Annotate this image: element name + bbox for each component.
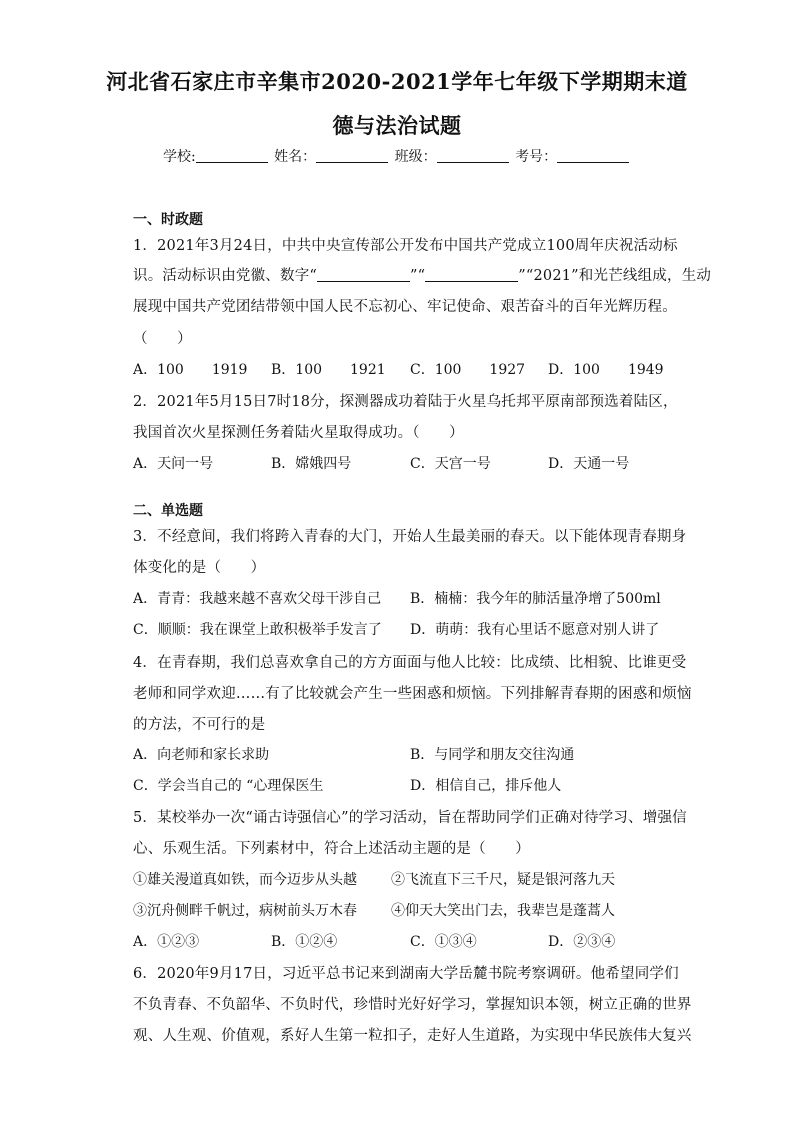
school-label: 学校: — [163, 149, 196, 165]
q4-line2: 老师和同学欢迎……有了比较就会产生一些困惑和烦恼。下列排解青春期的困惑和烦恼 — [133, 686, 692, 702]
q6-line3: 观、人生观、价值观，系好人生第一粒扣子，走好人生道路，为实现中华民族伟大复兴 — [133, 1028, 692, 1044]
q3-option-d[interactable]: D．萌萌：我有心里话不愿意对别人讲了 — [410, 622, 660, 638]
student-info-row — [163, 146, 631, 166]
q4-line3: 的方法，不可行的是 — [133, 717, 266, 733]
q1-text-a: 识。活动标识由党徽、数字“ — [133, 268, 318, 284]
q3-option-c[interactable]: C．顺顺：我在课堂上敢积极举手发言了 — [133, 622, 382, 638]
q4-line1: 4．在青春期，我们总喜欢拿自己的方方面面与他人比较：比成绩、比相貌、比谁更受 — [133, 655, 687, 671]
name-label: 姓名： — [274, 149, 317, 165]
q1-text-b: ”“ — [410, 268, 426, 284]
q5-option-d[interactable]: D．②③④ — [548, 934, 616, 950]
q6-line2: 不负青春、不负韶华、不负时代，珍惜时光好好学习，掌握知识本领，树立正确的世界 — [133, 997, 692, 1013]
exam-number-blank[interactable] — [557, 148, 629, 163]
q3-option-b[interactable]: B．楠楠：我今年的肺活量净增了500ml — [410, 591, 661, 607]
class-label: 班级： — [394, 149, 437, 165]
q4-option-b[interactable]: B．与同学和朋友交往沟通 — [410, 747, 575, 763]
q5-line2: 心、乐观生活。下列素材中，符合上述活动主题的是（ ） — [133, 841, 530, 857]
q2-option-a[interactable]: A．天问一号 — [133, 456, 214, 472]
q5-item-1: ①雄关漫道真如铁，而今迈步从头越 — [133, 872, 357, 888]
q1-option-b[interactable]: B．100 1921 — [271, 362, 386, 378]
q2-line1: 2．2021年5月15日7时18分，探测器成功着陆于火星乌托邦平原南部预选着陆区， — [133, 394, 678, 410]
q6-line1: 6．2020年9月17日，习近平总书记来到湖南大学岳麓书院考察调研。他希望同学们 — [133, 966, 679, 982]
exam-number-label: 考号： — [515, 149, 558, 165]
q1-line4: （ ） — [133, 331, 192, 347]
q5-item-2: ②飞流直下三千尺，疑是银河落九天 — [391, 872, 615, 888]
class-blank[interactable] — [437, 148, 509, 163]
q5-option-c[interactable]: C．①③④ — [410, 934, 477, 950]
q4-option-d[interactable]: D．相信自己，排斥他人 — [410, 778, 562, 794]
q2-option-d[interactable]: D．天通一号 — [548, 456, 630, 472]
q1-option-d[interactable]: D．100 1949 — [548, 362, 664, 378]
q5-option-b[interactable]: B．①②④ — [271, 934, 338, 950]
q2-option-c[interactable]: C．天宫一号 — [410, 456, 491, 472]
q1-option-c[interactable]: C．100 1927 — [410, 362, 526, 378]
page-title-line2: 德与法治试题 — [332, 113, 462, 138]
q4-option-c[interactable]: C．学会当自己的 “心理保医生 — [133, 778, 324, 794]
q3-line1: 3．不经意间，我们将跨入青春的大门，开始人生最美丽的春天。以下能体现青春期身 — [133, 529, 687, 545]
q3-line2: 体变化的是（ ） — [133, 560, 266, 576]
q1-option-a[interactable]: A．100 1919 — [133, 362, 248, 378]
q5-item-4: ④仰天大笑出门去，我辈岂是蓬蒿人 — [391, 903, 615, 919]
name-blank[interactable] — [316, 148, 388, 163]
q5-line1: 5．某校举办一次“诵古诗强信心”的学习活动，旨在帮助同学们正确对待学习、增强信 — [133, 810, 687, 826]
school-blank[interactable] — [196, 148, 268, 163]
q1-text-c: ”“2021”和光芒线组成，生动 — [518, 268, 712, 284]
q4-option-a[interactable]: A．向老师和家长求助 — [133, 747, 270, 763]
q1-blank-1[interactable] — [317, 267, 410, 282]
q5-item-3: ③沉舟侧畔千帆过，病树前头万木春 — [133, 903, 357, 919]
q1-line2 — [133, 264, 711, 285]
q1-line3: 展现中国共产党团结带领中国人民不忘初心、牢记使命、艰苦奋斗的百年光辉历程。 — [133, 299, 677, 315]
page-title-line1: 河北省石家庄市辛集市2020-2021学年七年级下学期期末道 — [106, 69, 688, 94]
q1-line1: 1．2021年3月24日，中共中央宣传部公开发布中国共产党成立100周年庆祝活动标 — [133, 238, 678, 254]
q1-blank-2[interactable] — [425, 267, 518, 282]
section-heading-single-choice: 二、单选题 — [133, 503, 203, 519]
section-heading-current-affairs: 一、时政题 — [133, 212, 203, 228]
q2-option-b[interactable]: B．嫦娥四号 — [271, 456, 352, 472]
q2-line2: 我国首次火星探测任务着陆火星取得成功。（ ） — [133, 425, 464, 441]
q5-option-a[interactable]: A．①②③ — [133, 934, 200, 950]
q3-option-a[interactable]: A．青青：我越来越不喜欢父母干涉自己 — [133, 591, 382, 607]
